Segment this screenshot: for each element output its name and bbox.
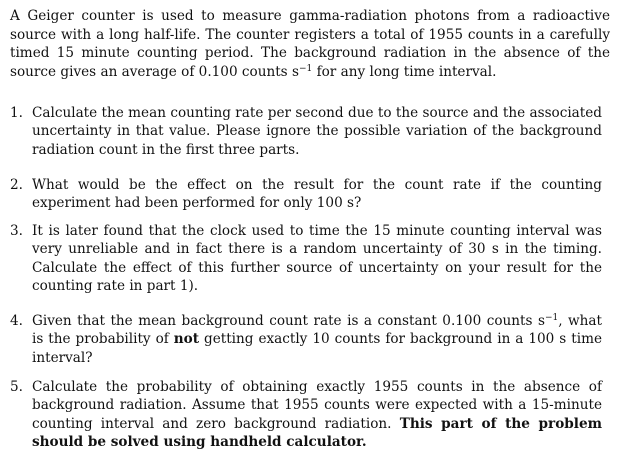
question-text: What would be the effect on the result for the count rate if the counting experiment had been performed for only 100 s? bbox=[32, 177, 602, 212]
question-number: 4. bbox=[10, 313, 23, 329]
question-superscript: −1 bbox=[544, 313, 559, 323]
question-text bbox=[32, 312, 602, 367]
question-text-part: , what is the probability of bbox=[32, 313, 602, 348]
question-text-part: Calculate the probability of obtaining exactly 1955 counts in the absence of background radiation. Assume that 1955 counts were expected with a 15-minute counting interval and zero background radiation. bbox=[32, 379, 602, 432]
question-number: 1. bbox=[10, 105, 23, 121]
question-1 bbox=[10, 104, 602, 159]
question-text-part: getting exactly 10 counts for background in a 100 s time interval? bbox=[32, 331, 603, 366]
question-text bbox=[32, 378, 602, 451]
intro-paragraph bbox=[10, 7, 610, 81]
intro-superscript: −1 bbox=[298, 63, 313, 74]
question-text: Calculate the mean counting rate per second due to the source and the associated uncertainty in that value. Please ignore the possible variation of the background radiation count in the first three parts. bbox=[32, 105, 602, 158]
question-bold-text: not bbox=[173, 331, 200, 348]
question-number: 5. bbox=[10, 379, 23, 395]
question-4 bbox=[10, 312, 603, 367]
question-3 bbox=[10, 222, 602, 295]
question-text: It is later found that the clock used to time the 15 minute counting interval was very unreliable and in fact there is a random uncertainty of 30 s in the timing. Calculate the effect of this further source of uncertainty on your result for the counting rate in part 1). bbox=[32, 223, 602, 294]
intro-text: A Geiger counter is used to measure gamma-radiation photons from a radioactive source with a long half-life. The counter registers a total of 1955 counts in a carefully timed 15 minute counting period. The background radiation in the absence of the source gives an average of 0.100 counts s bbox=[10, 8, 610, 80]
question-bold-text: This part of the problem should be solved using handheld calculator. bbox=[32, 415, 602, 450]
question-2 bbox=[10, 176, 602, 213]
intro-text-end: for any long time interval. bbox=[312, 63, 497, 80]
question-5 bbox=[10, 378, 602, 451]
question-text-part: Given that the mean background count rate is a constant 0.100 counts s bbox=[32, 313, 545, 329]
question-number: 3. bbox=[10, 223, 23, 239]
question-number: 2. bbox=[10, 177, 23, 193]
